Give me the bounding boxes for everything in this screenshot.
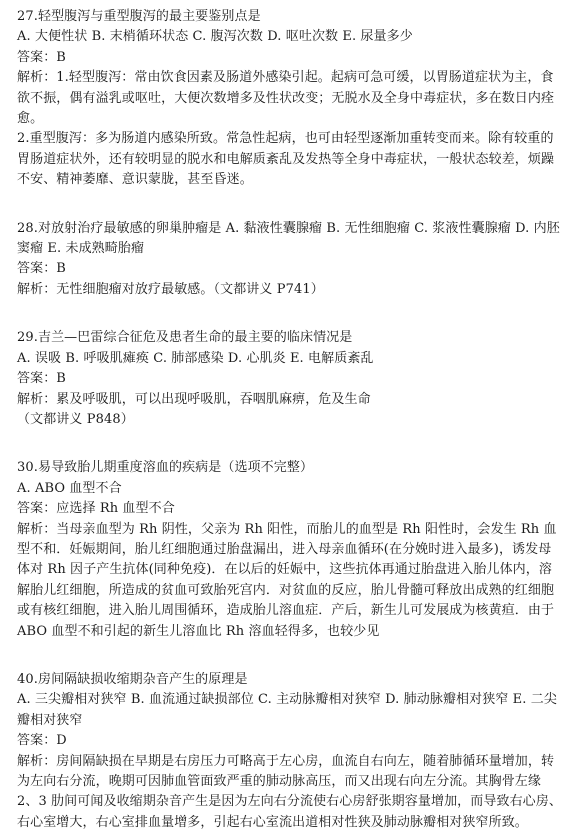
answer-line: 答案：B: [17, 49, 66, 65]
question-options: A. ABO 血型不合: [17, 480, 122, 496]
explanation-paragraph: 2.重型腹泻：多为肠道内感染所致。常急性起病，也可由轻型逐渐加重转变而来。除有较重的胃肠道症状外，还有较明显的脱水和电解质紊乱及发热等全身中毒症状，一般状态较差，烦躁不安、精神萎靡、意识蒙胧，甚至昏迷。: [17, 131, 555, 188]
question-27: [17, 7, 562, 191]
question-30: [17, 458, 562, 642]
explanation-paragraph: 解析：房间隔缺损在早期是右房压力可略高于左心房，血流自右向左，随着肺循环量增加，转为左向右分流，晚期可因肺血管面致严重的肺动脉高压，而又出现右向左分流。其胸骨左缘 2、3 肋间可闻及收缩期杂音产生是因为左向右分流使右心房舒张期容量增加，而导致右心房、右心室增大，右心室排血量增多，引起右心室流出道相对性狭及肺动脉瓣相对狭窄所致。: [17, 753, 562, 830]
question-40: [17, 670, 562, 833]
answer-line: 答案：D: [17, 733, 67, 749]
explanation-paragraph: 解析：当母亲血型为 Rh 阴性，父亲为 Rh 阳性，而胎儿的血型是 Rh 阳性时，会发生 Rh 血型不和．妊娠期间，胎儿红细胞通过胎盘漏出，进入母亲血循环(在分娩时进入最多)，诱发母体对 Rh 因子产生抗体(同种免疫)．在以后的妊娠中，这些抗体再通过胎盘进入胎儿体内，溶解胎儿红细胞，所造成的贫血可致胎死宫内．对贫血的反应，胎儿骨髓可释放出成熟的红细胞或有核红细胞，进入胎儿周围循环，造成胎儿溶血症．产后，新生儿可发展成为核黄疸．由于 ABO 血型不和引起的新生儿溶血比 Rh 溶血轻得多，也较少见: [17, 521, 557, 639]
explanation-paragraph: 解析：1.轻型腹泻：常由饮食因素及肠道外感染引起。起病可急可缓，以胃肠道症状为主，食欲不振，偶有溢乳或呕吐，大便次数增多及性状改变；无脱水及全身中毒症状，多在数日内痊愈。: [17, 70, 555, 127]
question-title-with-options: 28.对放射治疗最敏感的卵巢肿瘤是 A. 黏液性囊腺瘤 B. 无性细胞瘤 C. 浆液性囊腺瘤 D. 内胚窦瘤 E. 未成熟畸胎瘤: [17, 220, 560, 257]
answer-line: 答案：应选择 Rh 血型不合: [17, 501, 175, 517]
reference-note: （文都讲义 P848）: [17, 411, 134, 427]
explanation-paragraph: 解析：无性细胞瘤对放疗最敏感。（文都讲义 P741）: [17, 281, 324, 297]
question-title: 30.易导致胎儿期重度溶血的疾病是（选项不完整）: [17, 460, 314, 476]
question-29: [17, 328, 562, 430]
question-28: [17, 219, 562, 301]
question-options: A. 三尖瓣相对狭窄 B. 血流通过缺损部位 C. 主动脉瓣相对狭窄 D. 肺动脉瓣相对狭窄 E. 二尖瓣相对狭窄: [17, 692, 557, 728]
question-title: 27.轻型腹泻与重型腹泻的最主要鉴别点是: [17, 9, 261, 24]
question-title: 40.房间隔缺损收缩期杂音产生的原理是: [17, 671, 248, 687]
explanation-paragraph: 解析：累及呼吸肌，可以出现呼吸肌，吞咽肌麻痹，危及生命: [17, 391, 371, 407]
question-title: 29.吉兰—巴雷综合征危及患者生命的最主要的临床情况是: [17, 330, 353, 346]
answer-line: 答案：B: [17, 371, 66, 387]
question-options: A. 大便性状 B. 末梢循环状态 C. 腹泻次数 D. 呕吐次数 E. 尿量多少: [17, 29, 413, 45]
answer-line: 答案：B: [17, 261, 66, 277]
question-options: A. 误吸 B. 呼吸肌瘫痪 C. 肺部感染 D. 心肌炎 E. 电解质紊乱: [17, 350, 374, 366]
